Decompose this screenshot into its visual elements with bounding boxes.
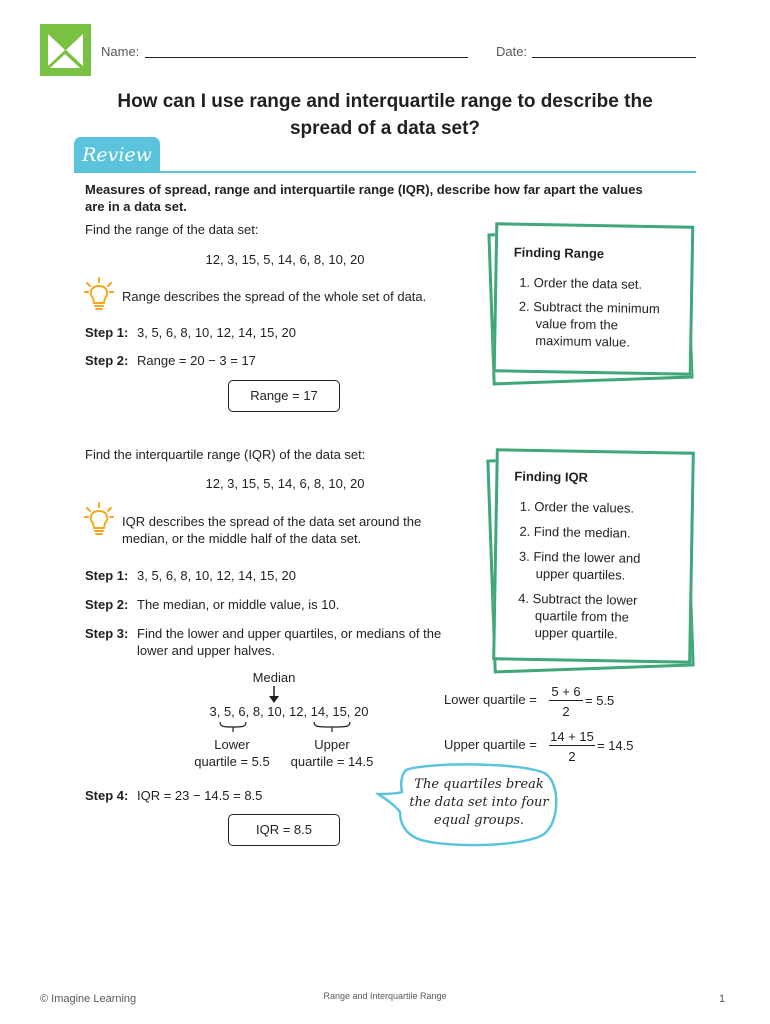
title-line-2: spread of a data set? [289,118,481,139]
lightbulb-icon [84,277,114,311]
page-number: 1 [719,993,726,1005]
lower-quartile-calc-label: Lower quartile = [444,692,537,707]
finding-range-list [518,274,689,350]
finding-range-note [493,222,695,375]
lower-quartile-denominator: 2 [562,704,570,719]
imagine-learning-logo [40,24,91,76]
upper-quartile-calc-label: Upper quartile = [444,737,537,752]
finding-iqr-title: Finding IQR [514,468,589,485]
finding-range-item: 1. Order the data set. [519,274,643,292]
review-tab: Review [74,137,160,173]
iqr-prompt: Find the interquartile range (IQR) of the data set: [85,447,366,462]
finding-iqr-list [518,498,690,642]
finding-iqr-item: upper quartile. [534,624,618,642]
finding-range-title: Finding Range [513,244,605,262]
bubble-line-1: The quartiles break [414,777,544,792]
lower-quartile-value: quartile = 5.5 [194,754,270,769]
range-step2-label: Step 2: [85,353,129,368]
bubble-line-3: equal groups. [433,813,525,828]
lower-quartile-label: Lower [214,737,250,752]
finding-range-item: maximum value. [535,332,631,350]
lower-quartile-numerator: 5 + 6 [549,683,583,701]
iqr-data-set: 12, 3, 15, 5, 14, 6, 8, 10, 20 [205,476,365,491]
date-label: Date: [496,44,528,59]
iqr-step2-label: Step 2: [85,597,129,612]
upper-quartile-result: = 14.5 [597,738,634,753]
finding-iqr-item: upper quartiles. [535,565,626,583]
lower-quartile-result: = 5.5 [585,693,615,708]
finding-range-item: 2. Subtract the minimum [518,298,660,317]
iqr-step4-text: IQR = 23 − 14.5 = 8.5 [137,788,263,803]
speech-bubble-text [404,776,554,830]
bubble-line-2: the data set into four [409,795,549,810]
review-divider [74,171,696,173]
date-field-line[interactable] [532,57,696,58]
page-title [60,88,710,142]
iqr-step2-text: The median, or middle value, is 10. [137,597,340,612]
intro-line-2: are in a data set. [85,199,187,214]
range-prompt: Find the range of the data set: [85,222,259,237]
iqr-step3-line-1: Find the lower and upper quartiles, or medians of the [137,626,442,641]
upper-quartile-denominator: 2 [568,749,576,764]
upper-brace-icon [312,720,352,732]
finding-iqr-item: quartile from the [534,607,630,625]
iqr-step1-label: Step 1: [85,568,129,583]
range-step1-label: Step 1: [85,325,129,340]
finding-iqr-item: 2. Find the median. [519,523,631,541]
iqr-step4-label: Step 4: [85,788,129,803]
iqr-step3-line-2: lower and upper halves. [137,643,276,658]
range-data-set: 12, 3, 15, 5, 14, 6, 8, 10, 20 [205,252,365,267]
iqr-step3-label: Step 3: [85,626,129,641]
median-label: Median [252,670,296,685]
range-step1-text: 3, 5, 6, 8, 10, 12, 14, 15, 20 [137,325,297,340]
range-result-box: Range = 17 [228,380,340,412]
iqr-tip-line-2: median, or the middle half of the data set. [122,531,362,546]
ordered-data-set: 3, 5, 6, 8, 10, 12, 14, 15, 20 [209,704,369,719]
finding-iqr-note [492,448,695,663]
upper-quartile-label: Upper [314,737,350,752]
iqr-step1-text: 3, 5, 6, 8, 10, 12, 14, 15, 20 [137,568,297,583]
finding-iqr-item: 4. Subtract the lower [518,590,638,608]
range-step2-text: Range = 20 − 3 = 17 [137,353,256,368]
footer-copyright: © Imagine Learning [40,993,137,1005]
lower-brace-icon [218,720,248,732]
intro-line-1: Measures of spread, range and interquartile range (IQR), describe how far apart the values [85,182,643,197]
iqr-tip-line-1: IQR describes the spread of the data set around the [122,514,422,529]
upper-quartile-numerator: 14 + 15 [550,729,594,744]
finding-range-item: value from the [535,315,619,333]
finding-iqr-item: 3. Find the lower and [518,548,641,566]
lightbulb-icon [84,502,114,536]
title-line-1: How can I use range and interquartile range to describe the [117,91,653,112]
upper-quartile-value: quartile = 14.5 [290,754,374,769]
iqr-result-box: IQR = 8.5 [228,814,340,846]
footer-title: Range and Interquartile Range [323,991,447,1001]
range-tip: Range describes the spread of the whole set of data. [122,289,427,304]
finding-iqr-item: 1. Order the values. [519,498,635,516]
down-arrow-icon [267,686,281,704]
name-label: Name: [101,44,140,59]
name-field-line[interactable] [145,57,468,58]
